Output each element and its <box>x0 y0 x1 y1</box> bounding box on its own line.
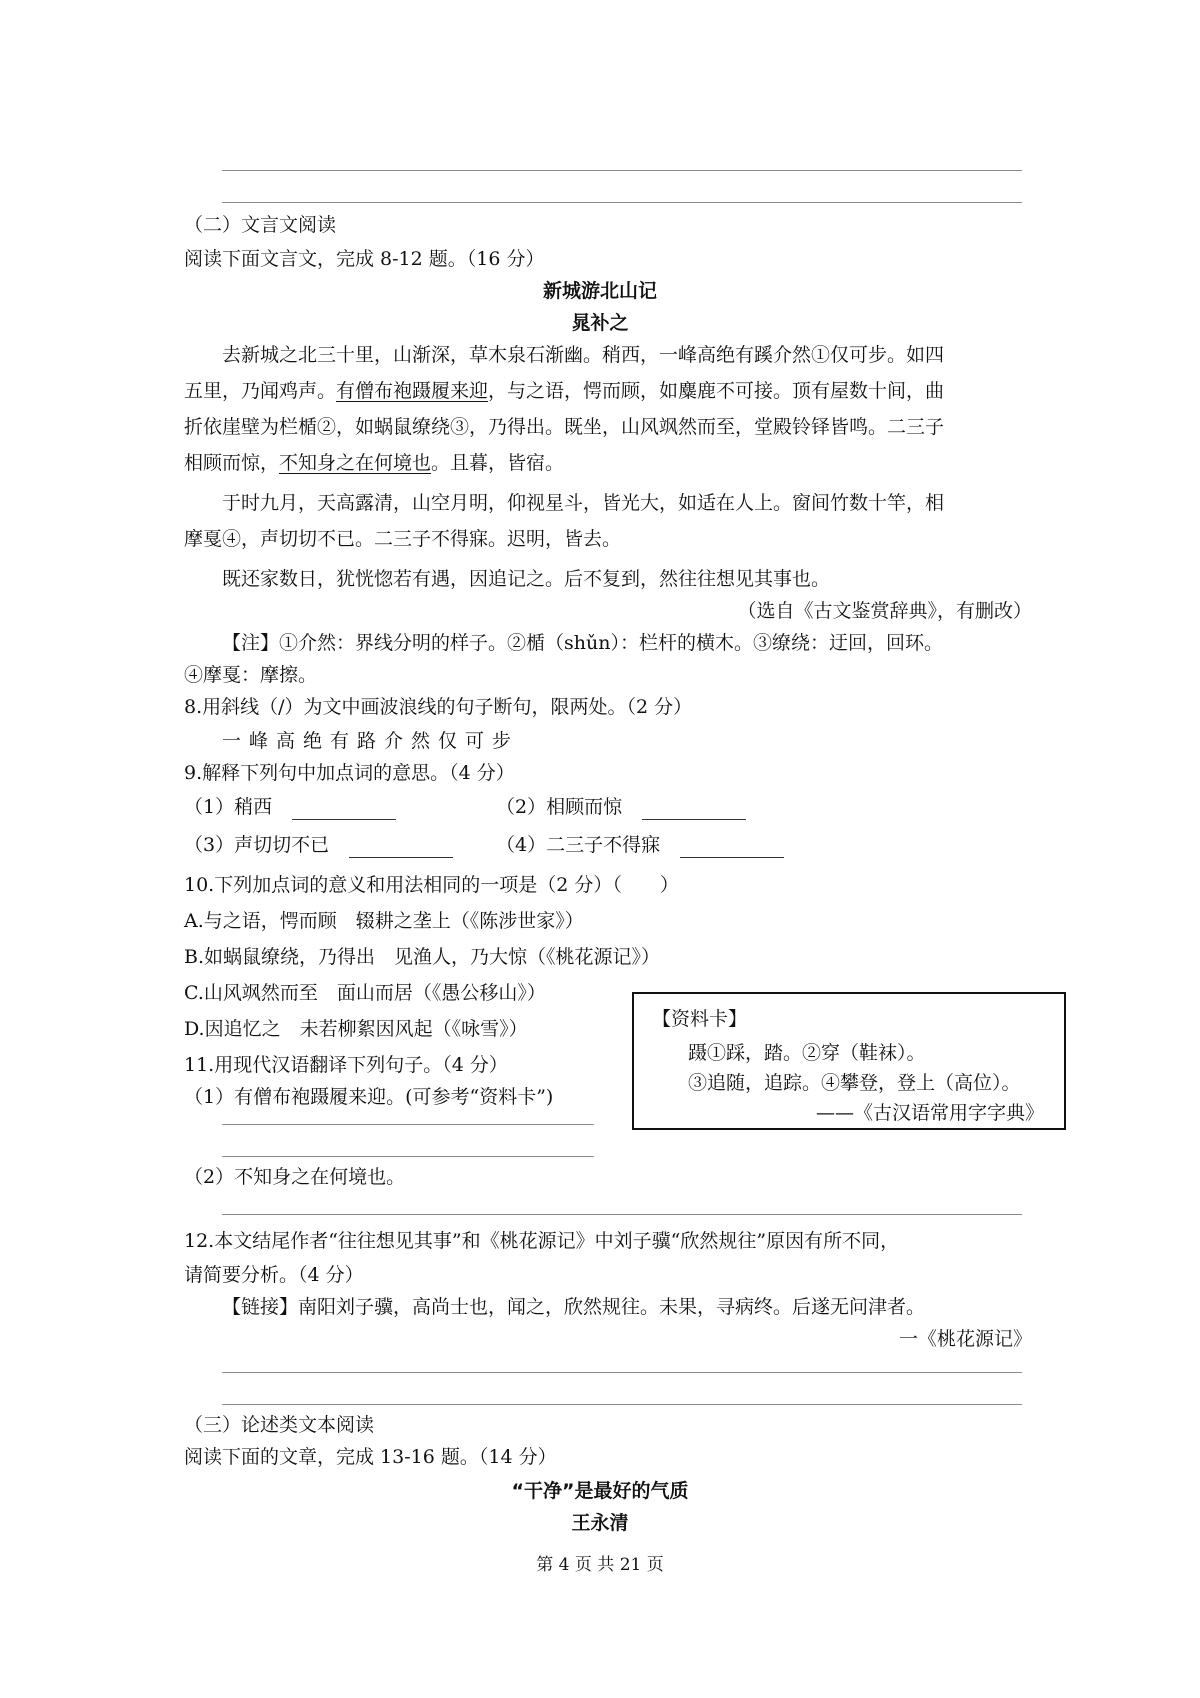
source-citation: （选自《古文鉴赏辞典》，有删改） <box>737 600 1032 622</box>
para1-line3: 折依崖壁为栏楯②，如蜗鼠缭绕③，乃得出。既坐，山风飒然而至，堂殿铃铎皆鸣。二三子 <box>184 416 945 438</box>
poem-title: 新城游北山记 <box>542 280 657 302</box>
card-line1: 蹑①踩，踏。②穿（鞋袜）。 <box>688 1042 926 1064</box>
card-title: 【资料卡】 <box>652 1008 748 1030</box>
para1-line2 <box>184 378 944 404</box>
notes-line2: ④摩戛：摩擦。 <box>184 664 318 686</box>
answer-line <box>222 170 1022 171</box>
para3: 既还家数日，犹恍惚若有遇，因追记之。后不复到，然往往想见其事也。 <box>222 568 831 590</box>
text: （4）二三子不得寐 <box>496 834 661 856</box>
q9-item2 <box>496 794 746 820</box>
q12-link: 【链接】南阳刘子骥，高尚士也，闻之，欣然规往。未果，寻病终。后遂无问津者。 <box>222 1296 926 1318</box>
answer-line <box>222 202 1022 203</box>
section3-title: （三）论述类文本阅读 <box>184 1414 375 1436</box>
poem-author: 晁补之 <box>571 312 629 334</box>
q9-stem: 9.解释下列句中加点词的意思。（4 分） <box>184 762 515 784</box>
section3-instruction: 阅读下面的文章，完成 13-16 题。（14 分） <box>184 1446 557 1468</box>
text: 相顾而惊， <box>184 452 280 474</box>
notes-line1: 【注】①介然：界线分明的样子。②楯（shǔn）：栏杆的横木。③缭绕：迂回，回环。 <box>222 632 943 654</box>
answer-blank[interactable] <box>349 839 453 858</box>
answer-line <box>222 1124 594 1125</box>
para2-line2: 摩戛④，声切切不已。二三子不得寐。迟明，皆去。 <box>184 528 622 550</box>
section-title: （二）文言文阅读 <box>184 214 337 236</box>
text: ，与之语，愕而顾，如麋鹿不可接。顶有屋数十间，曲 <box>488 380 945 402</box>
q10-option-a: A.与之语，愕而顾 辍耕之垄上（《陈涉世家》） <box>184 910 584 932</box>
q9-item4 <box>496 832 784 858</box>
card-line2: ③追随，追踪。④攀登，登上（高位）。 <box>688 1072 1021 1094</box>
para1-line1: 去新城之北三十里，山渐深，草木泉石渐幽。稍西，一峰高绝有蹊介然①仅可步。如四 <box>222 344 945 366</box>
para1-line4 <box>184 450 564 476</box>
underlined-sentence: 有僧布袍蹑履来迎 <box>336 380 489 402</box>
para2-line1: 于时九月，天高露清，山空月明，仰视星斗，皆光大，如适在人上。窗间竹数十竿，相 <box>222 492 945 514</box>
text: （2）相顾而惊 <box>496 796 623 818</box>
text: （1）稍西 <box>184 796 273 818</box>
q10-option-b: B.如蜗鼠缭绕，乃得出 见渔人，乃大惊（《桃花源记》） <box>184 946 661 968</box>
answer-line <box>222 1372 1022 1373</box>
card-source: ——《古汉语常用字字典》 <box>815 1102 1044 1124</box>
q11-sentence2: （2）不知身之在何境也。 <box>184 1166 406 1188</box>
reference-card <box>632 992 1066 1130</box>
q10-stem: 10.下列加点词的意义和用法相同的一项是（2 分）（ ） <box>184 874 679 896</box>
answer-line <box>222 1404 1022 1405</box>
q11-stem: 11.用现代汉语翻译下列句子。（4 分） <box>184 1054 508 1076</box>
q12-link-source: 一《桃花源记》 <box>898 1328 1032 1350</box>
q12-line1: 12.本文结尾作者“往往想见其事”和《桃花源记》中刘子骥“欣然规往”原因有所不同， <box>184 1230 900 1252</box>
section-instruction: 阅读下面文言文，完成 8-12 题。（16 分） <box>184 248 545 270</box>
q9-item3 <box>184 832 453 858</box>
q10-option-c: C.山风飒然而至 面山而居（《愚公移山》） <box>184 982 546 1004</box>
answer-blank[interactable] <box>292 801 396 820</box>
q10-option-d: D.因追忆之 未若柳絮因风起（《咏雪》） <box>184 1018 528 1040</box>
answer-blank[interactable] <box>680 839 784 858</box>
q11-sentence1: （1）有僧布袍蹑履来迎。(可参考“资料卡”) <box>184 1086 554 1108</box>
answer-blank[interactable] <box>642 801 746 820</box>
answer-line <box>222 1214 1022 1215</box>
text: （3）声切切不已 <box>184 834 330 856</box>
text: 五里，乃闻鸡声。 <box>184 380 337 402</box>
q8-sentence: 一峰高绝有路介然仅可步 <box>222 730 520 752</box>
q12-line2: 请简要分析。（4 分） <box>184 1264 364 1286</box>
page-footer: 第 4 页 共 21 页 <box>536 1555 664 1575</box>
text: 。且暮，皆宿。 <box>431 452 565 474</box>
q9-item1 <box>184 794 396 820</box>
q8-stem: 8.用斜线（/）为文中画波浪线的句子断句，限两处。（2 分） <box>184 696 693 718</box>
answer-line <box>222 1156 594 1157</box>
underlined-sentence: 不知身之在何境也 <box>279 452 432 474</box>
essay-title: “干净”是最好的气质 <box>511 1480 689 1502</box>
essay-author: 王永清 <box>571 1512 629 1534</box>
